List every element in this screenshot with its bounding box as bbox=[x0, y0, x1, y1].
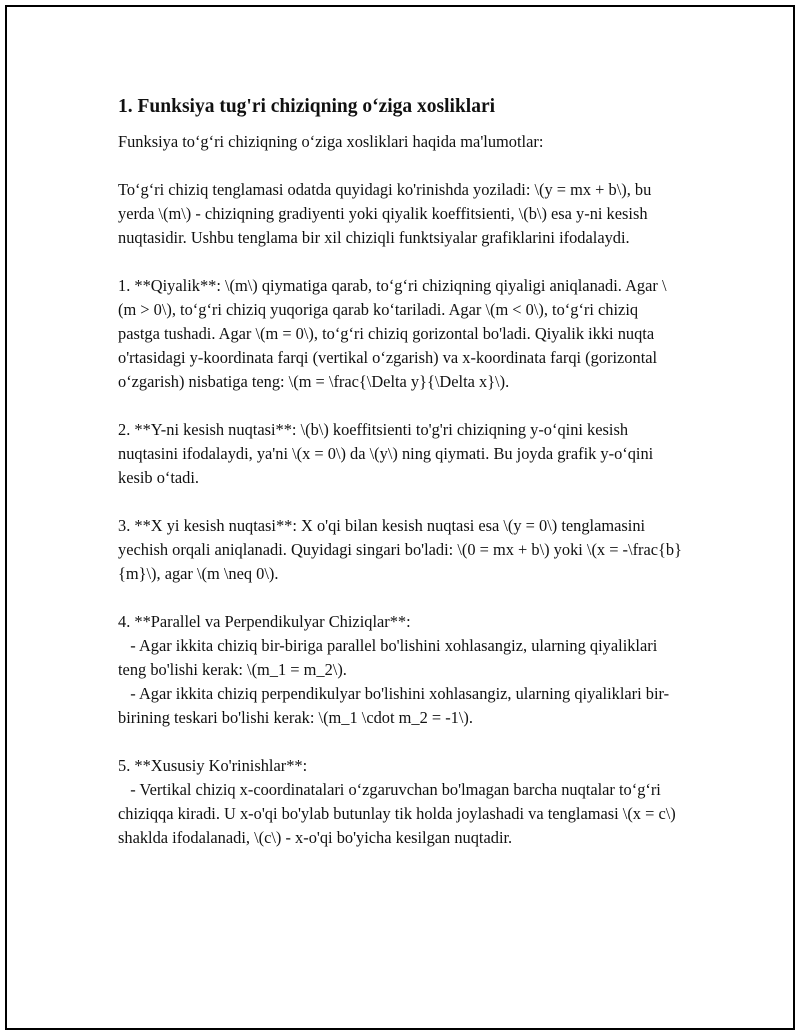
equation-paragraph: To‘g‘ri chiziq tenglamasi odatda quyidagi ko'rinishda yoziladi: \(y = mx + b\), bu yerda \(m\) - chiziqning gradiyenti yoki qiyalik koeffitsienti, \(b\) esa y-ni kesish nuqtasidir. Ushbu tenglama bir xil chiziqli funktsiyalar grafiklarini ifodalaydi. bbox=[118, 180, 656, 247]
y-intercept-section: 2. **Y-ni kesish nuqtasi**: \(b\) koeffitsienti to'g'ri chiziqning y-o‘qini kesish nuqtasini ifodalaydi, ya'ni \(x = 0\) da \(y\) ning qiymati. Bu joyda grafik y-o‘qini kesib o‘tadi. bbox=[118, 420, 658, 487]
document-body bbox=[118, 94, 684, 874]
intro-paragraph: Funksiya to‘g‘ri chiziqning o‘ziga xosliklari haqida ma'lumotlar: bbox=[118, 132, 544, 151]
parallel-perpendicular-section: 4. **Parallel va Perpendikulyar Chiziqlar**: - Agar ikkita chiziq bir-biriga parallel bo'lishini xohlasangiz, ularning qiyaliklari teng bo'lishi kerak: \(m_1 = m_2\). - Agar ikkita chiziq perpendikulyar bo'lishini xohlasangiz, ularning qiyaliklari bir-birining teskari bo'lishi kerak: \(m_1 \cdot m_2 = -1\). bbox=[118, 612, 670, 727]
x-intercept-section: 3. **X yi kesish nuqtasi**: X o'qi bilan kesish nuqtasi esa \(y = 0\) tenglamasini yechish orqali aniqlanadi. Quyidagi singari bo'ladi: \(0 = mx + b\) yoki \(x = -\frac{b}{m}\), agar \(m \neq 0\). bbox=[118, 516, 682, 583]
special-cases-section: 5. **Xususiy Ko'rinishlar**: - Vertikal chiziq x-coordinatalari o‘zgaruvchan bo'lmagan barcha nuqtalar to‘g‘ri chiziqqa kiradi. U x-o'qi bo'ylab butunlay tik holda joylashadi va tenglamasi \(x = c\) shaklda ifodalanadi, \(c\) - x-o'qi bo'yicha kesilgan nuqtadir. bbox=[118, 756, 676, 847]
slope-section: 1. **Qiyalik**: \(m\) qiymatiga qarab, to‘g‘ri chiziqning qiyaligi aniqlanadi. Agar \(m > 0\), to‘g‘ri chiziq yuqoriga qarab ko‘tariladi. Agar \(m < 0\), to‘g‘ri chiziq pastga tushadi. Agar \(m = 0\), to‘g‘ri chiziq gorizontal bo'ladi. Qiyalik ikki nuqta o'rtasidagi y-koordinata farqi (vertikal o‘zgarish) va x-koordinata farqi (gorizontal o‘zgarish) nisbatiga teng: \(m = \frac{\Delta y}{\Delta x}\). bbox=[118, 276, 667, 391]
document-title: 1. Funksiya tug'ri chiziqning o‘ziga xosliklari bbox=[118, 96, 496, 117]
